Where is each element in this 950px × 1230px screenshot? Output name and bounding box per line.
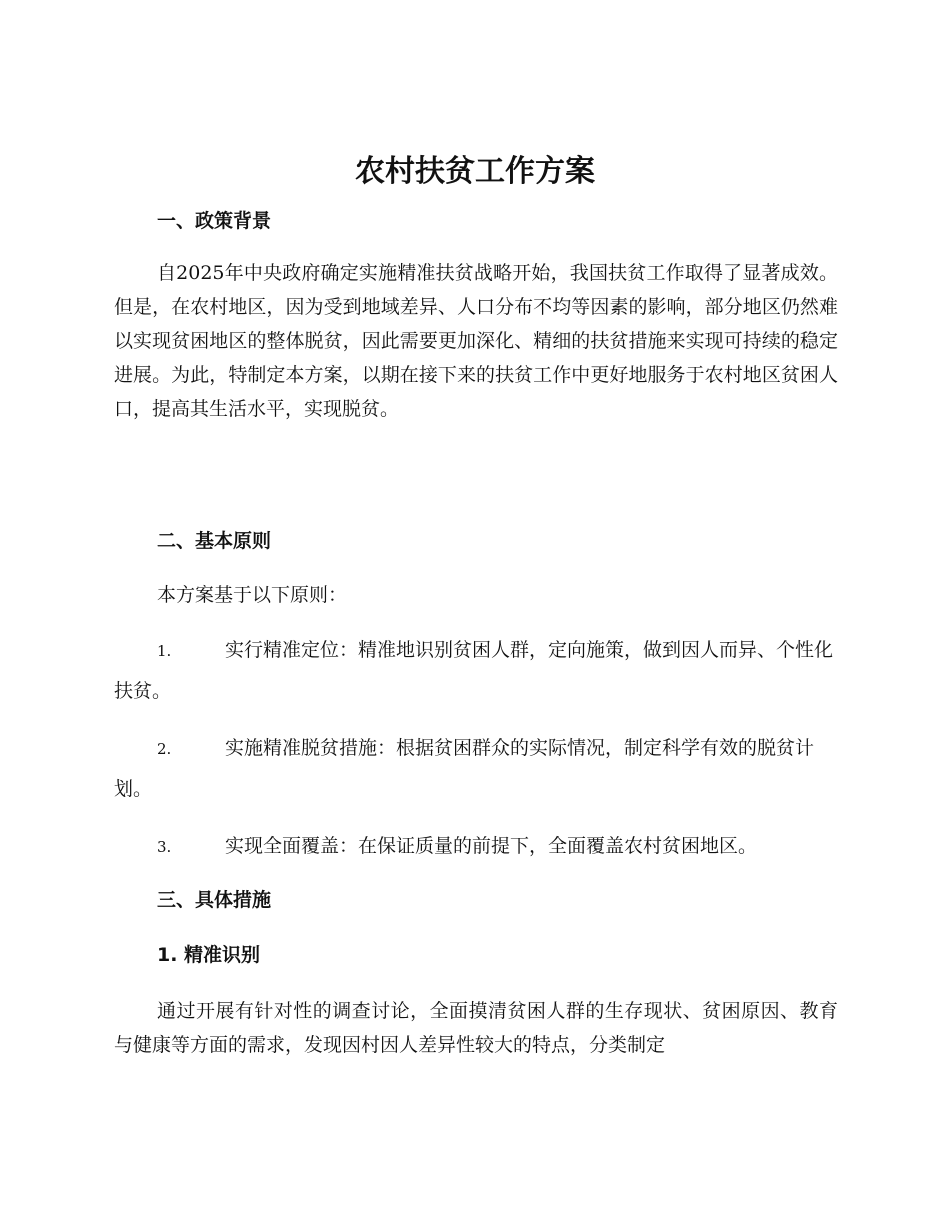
precise-identification-paragraph: 通过开展有针对性的调查讨论，全面摸清贫困人群的生存现状、贫困原因、教育与健康等方面的需求，发现因村因人差异性较大的特点，分类制定 (114, 1000, 838, 1056)
subheading-precise-identification: 1. 精准识别 (157, 944, 261, 966)
document-title: 农村扶贫工作方案 (355, 154, 595, 189)
list-text: 实现全面覆盖：在保证质量的前提下，全面覆盖农村贫困地区。 (225, 835, 758, 857)
policy-background-paragraph: 自2025年中央政府确定实施精准扶贫战略开始，我国扶贫工作取得了显著成效。但是，在农村地区，因为受到地域差异、人口分布不均等因素的影响，部分地区仍然难以实现贫困地区的整体脱贫，因此需要更加深化、精细的扶贫措施来实现可持续的稳定进展。为此，特制定本方案，以期在接下来的扶贫工作中更好地服务于农村地区贫困人口，提高其生活水平，实现脱贫。 (114, 262, 838, 420)
section-heading-specific-measures: 三、具体措施 (157, 889, 272, 911)
section-heading-basic-principles: 二、基本原则 (157, 530, 272, 552)
list-number: 3. (157, 838, 172, 856)
section-heading-policy-background: 一、政策背景 (157, 210, 272, 232)
list-number: 1. (157, 642, 172, 660)
principle-item-3 (114, 826, 838, 867)
list-text: 实施精准脱贫措施：根据贫困群众的实际情况，制定科学有效的脱贫计划。 (114, 737, 815, 800)
principle-item-2 (114, 728, 838, 809)
principles-intro: 本方案基于以下原则： (157, 584, 348, 606)
list-number: 2. (157, 740, 172, 758)
principle-item-1 (114, 630, 838, 711)
list-text: 实行精准定位：精准地识别贫困人群，定向施策，做到因人而异、个性化扶贫。 (114, 639, 834, 702)
